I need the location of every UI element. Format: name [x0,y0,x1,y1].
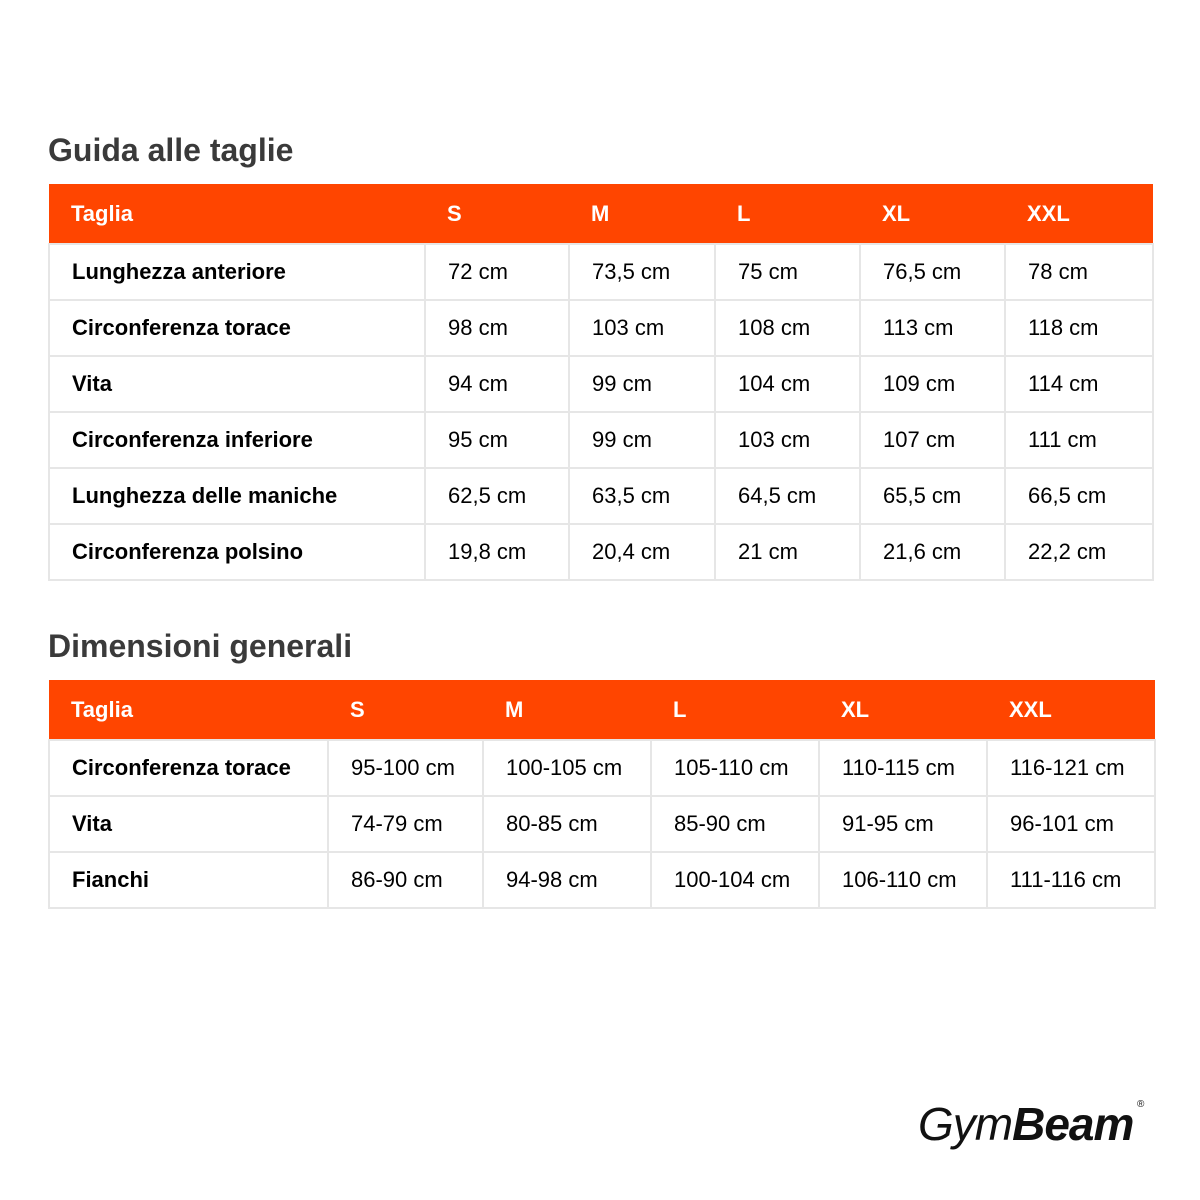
cell-xxl: 96-101 cm [987,796,1155,852]
cell-s: 72 cm [425,244,569,300]
header-m: M [569,184,715,244]
cell-m: 99 cm [569,356,715,412]
cell-m: 73,5 cm [569,244,715,300]
header-l: L [651,680,819,740]
cell-m: 103 cm [569,300,715,356]
table-row [49,524,1153,580]
row-label: Circonferenza torace [49,300,425,356]
cell-xxl: 111-116 cm [987,852,1155,908]
cell-xxl: 22,2 cm [1005,524,1153,580]
row-label: Lunghezza anteriore [49,244,425,300]
size-guide-title: Guida alle taglie [48,132,294,168]
cell-l: 105-110 cm [651,740,819,796]
cell-l: 64,5 cm [715,468,860,524]
header-xl: XL [819,680,987,740]
cell-xl: 107 cm [860,412,1005,468]
cell-xxl: 116-121 cm [987,740,1155,796]
cell-l: 75 cm [715,244,860,300]
table-row [49,468,1153,524]
logo-text-beam: Beam [1012,1098,1134,1150]
cell-s: 95-100 cm [328,740,483,796]
table-header-row [49,184,1153,244]
header-size: Taglia [49,680,328,740]
cell-xl: 110-115 cm [819,740,987,796]
cell-s: 86-90 cm [328,852,483,908]
cell-xxl: 66,5 cm [1005,468,1153,524]
cell-xl: 76,5 cm [860,244,1005,300]
cell-l: 103 cm [715,412,860,468]
cell-s: 74-79 cm [328,796,483,852]
cell-s: 62,5 cm [425,468,569,524]
general-dimensions-table [48,680,1156,909]
table-row [49,244,1153,300]
header-xxl: XXL [1005,184,1153,244]
row-label: Circonferenza inferiore [49,412,425,468]
cell-m: 100-105 cm [483,740,651,796]
cell-s: 95 cm [425,412,569,468]
header-xxl: XXL [987,680,1155,740]
cell-l: 100-104 cm [651,852,819,908]
cell-xl: 106-110 cm [819,852,987,908]
logo-text-gym: Gym [918,1098,1013,1150]
cell-xxl: 118 cm [1005,300,1153,356]
row-label: Circonferenza polsino [49,524,425,580]
cell-m: 80-85 cm [483,796,651,852]
header-xl: XL [860,184,1005,244]
cell-xl: 113 cm [860,300,1005,356]
header-m: M [483,680,651,740]
cell-l: 108 cm [715,300,860,356]
size-guide-table [48,184,1154,581]
cell-xxl: 111 cm [1005,412,1153,468]
cell-m: 94-98 cm [483,852,651,908]
header-s: S [425,184,569,244]
cell-xl: 21,6 cm [860,524,1005,580]
table-row [49,300,1153,356]
registered-mark: ® [1137,1099,1144,1110]
row-label: Fianchi [49,852,328,908]
cell-l: 104 cm [715,356,860,412]
cell-xl: 65,5 cm [860,468,1005,524]
cell-s: 19,8 cm [425,524,569,580]
header-s: S [328,680,483,740]
cell-l: 21 cm [715,524,860,580]
table-row [49,852,1155,908]
header-l: L [715,184,860,244]
cell-xl: 91-95 cm [819,796,987,852]
row-label: Lunghezza delle maniche [49,468,425,524]
table-header-row [49,680,1155,740]
cell-m: 99 cm [569,412,715,468]
cell-s: 98 cm [425,300,569,356]
cell-xxl: 78 cm [1005,244,1153,300]
cell-m: 20,4 cm [569,524,715,580]
table-row [49,412,1153,468]
cell-l: 85-90 cm [651,796,819,852]
gymbeam-logo [918,1098,1144,1150]
cell-m: 63,5 cm [569,468,715,524]
table-row [49,356,1153,412]
table-row [49,796,1155,852]
header-size: Taglia [49,184,425,244]
cell-s: 94 cm [425,356,569,412]
table-row [49,740,1155,796]
cell-xxl: 114 cm [1005,356,1153,412]
cell-xl: 109 cm [860,356,1005,412]
row-label: Vita [49,796,328,852]
row-label: Circonferenza torace [49,740,328,796]
row-label: Vita [49,356,425,412]
general-dimensions-title: Dimensioni generali [48,628,353,664]
